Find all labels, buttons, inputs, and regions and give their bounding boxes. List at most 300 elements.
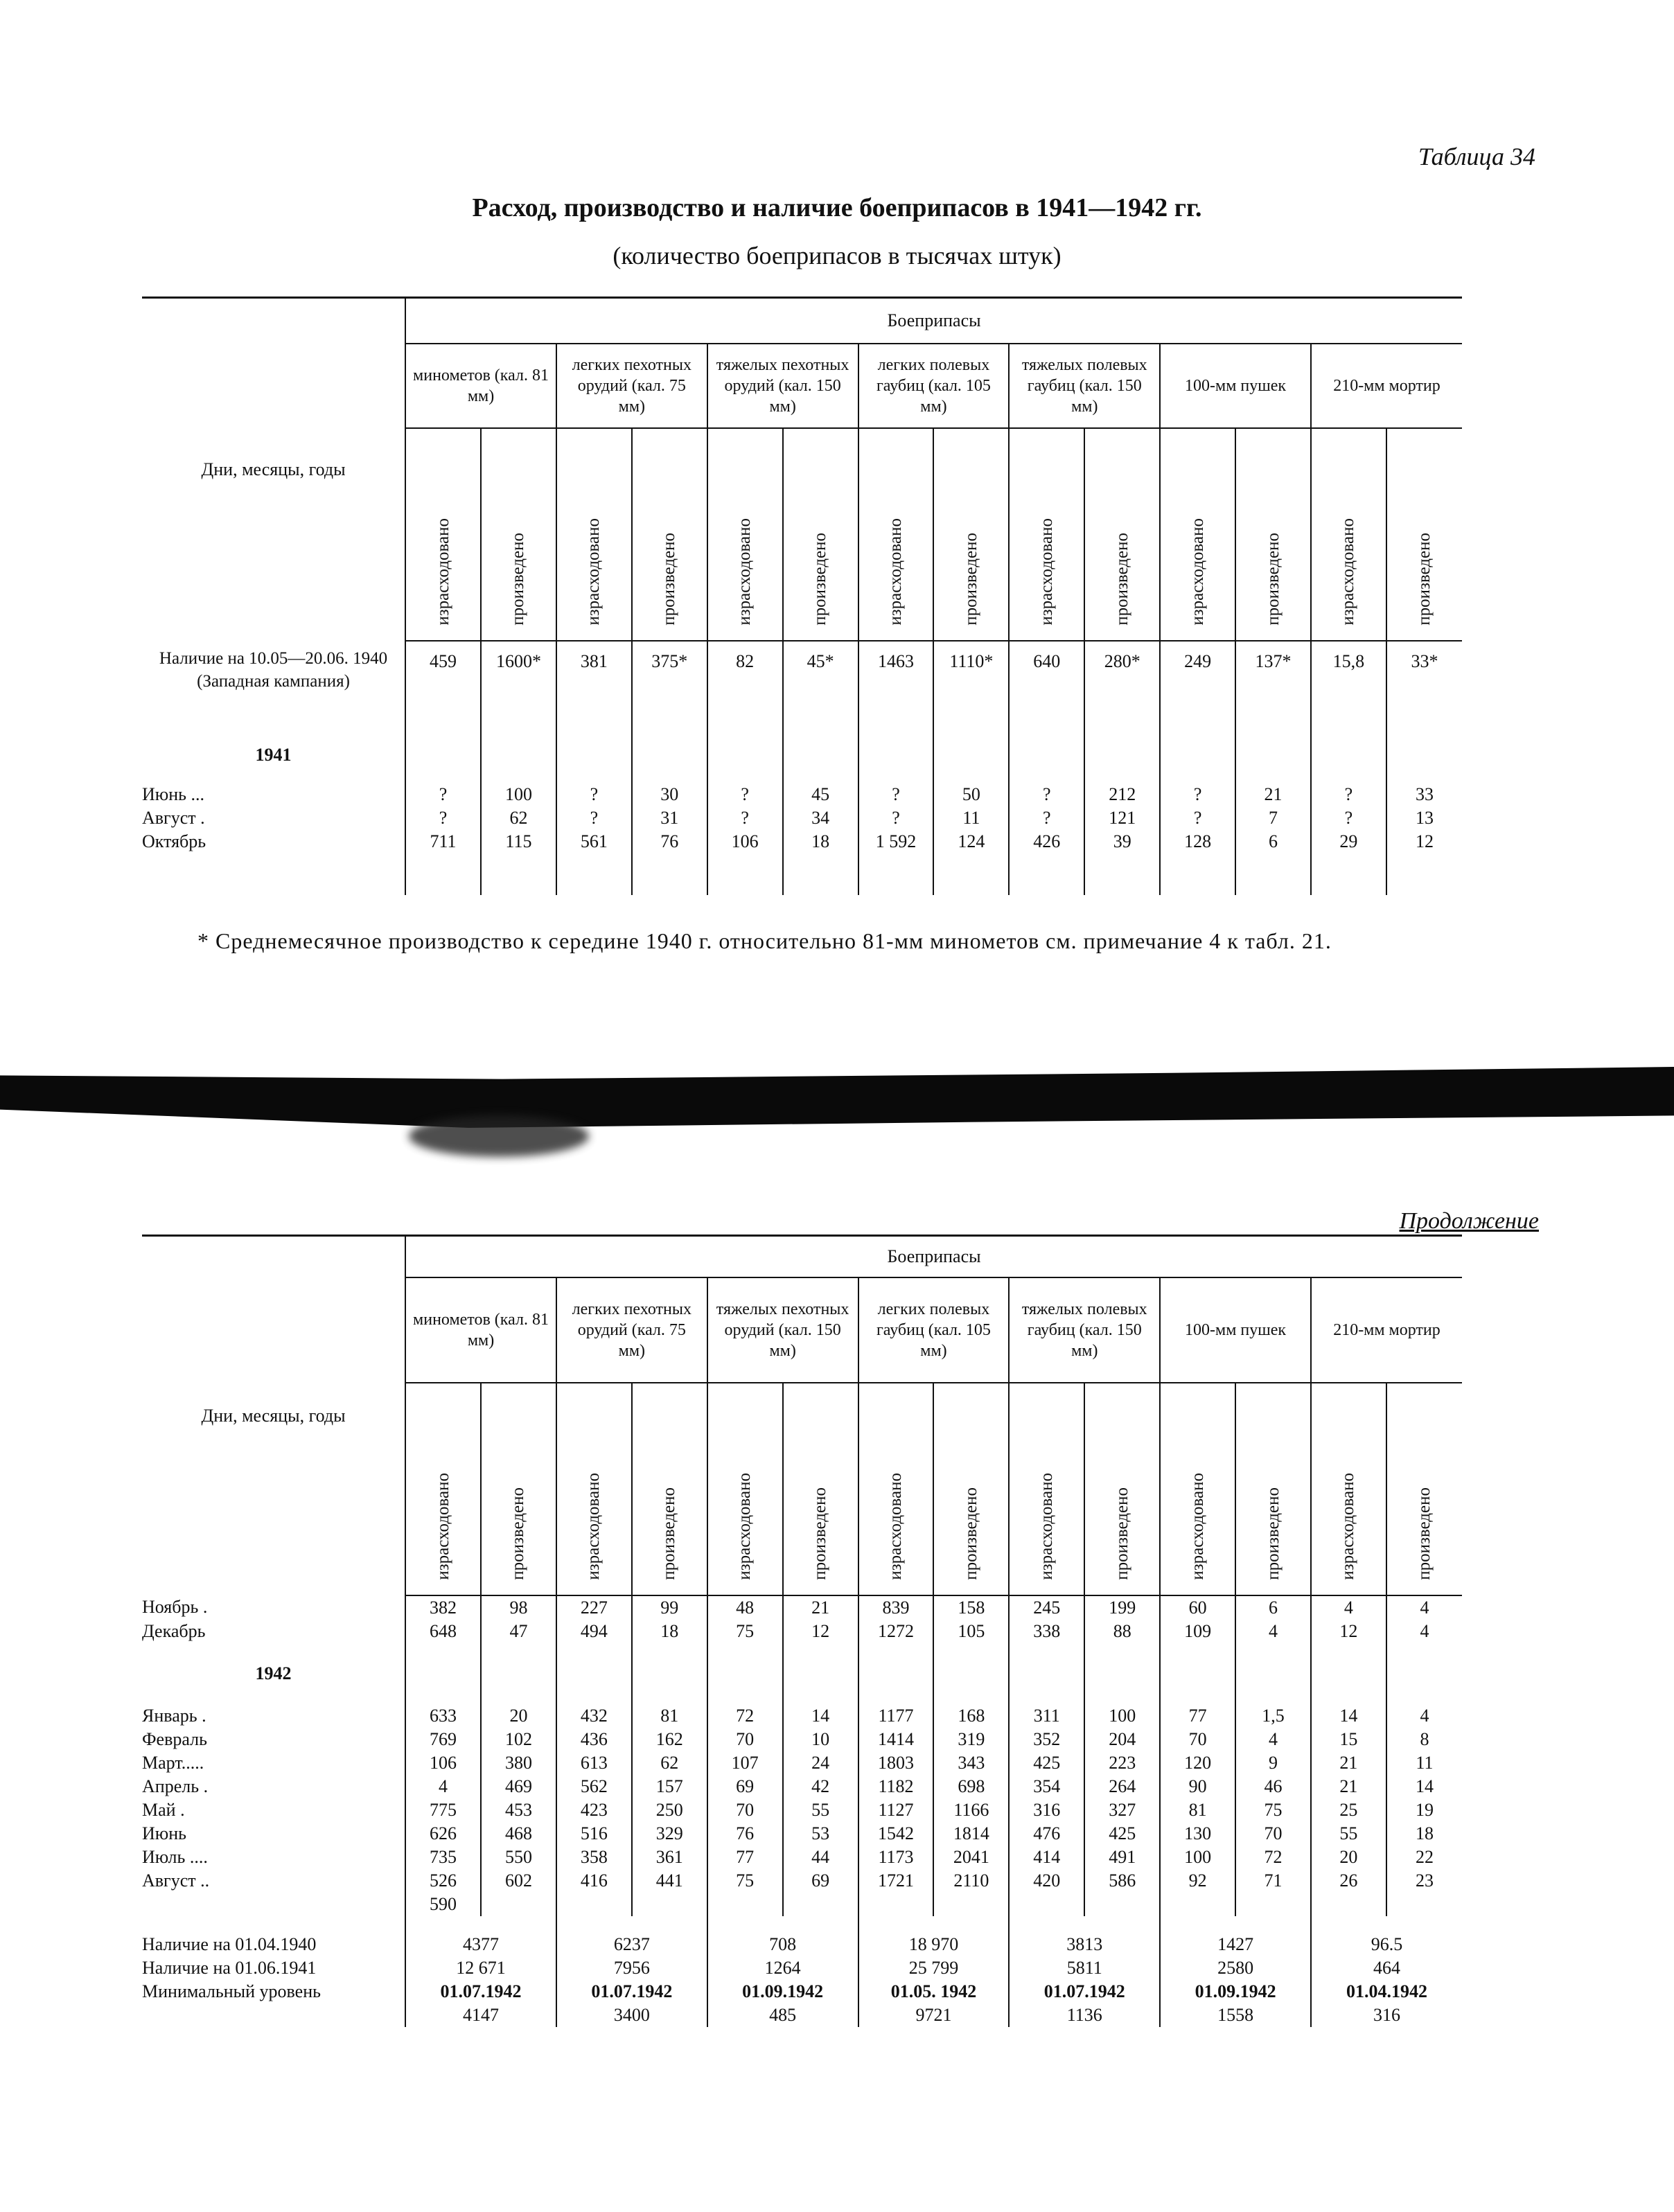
table-row	[142, 783, 1462, 806]
produced-subheader	[481, 428, 556, 641]
value-cell: 107	[707, 1751, 783, 1775]
value-cell: 602	[481, 1869, 556, 1893]
value-cell: 1177	[858, 1704, 934, 1728]
value-cell: ?	[858, 783, 934, 806]
value-cell: 1,5	[1235, 1704, 1311, 1728]
value-cell: 9	[1235, 1751, 1311, 1775]
row-label: Июль ....	[142, 1847, 208, 1867]
scan-smudge	[409, 1115, 589, 1157]
value-cell: 1721	[858, 1869, 934, 1893]
table-row	[142, 1728, 1462, 1751]
value-cell: 76	[632, 830, 707, 853]
summary-cell: 01.05. 1942	[858, 1980, 1010, 2003]
value-cell: 75	[1235, 1798, 1311, 1822]
empty-cell	[1009, 1893, 1084, 1916]
value-cell: 698	[933, 1775, 1009, 1798]
value-cell: 249	[1160, 641, 1235, 727]
value-cell: 100	[481, 783, 556, 806]
value-cell: 70	[1160, 1728, 1235, 1751]
value-cell: 4	[1386, 1620, 1462, 1643]
value-cell: 120	[1160, 1751, 1235, 1775]
value-cell: ?	[858, 806, 934, 830]
table-number: Таблица 34	[1418, 143, 1535, 170]
summary-cell: 1558	[1160, 2003, 1311, 2027]
subheader-text: произведено	[660, 1487, 679, 1580]
value-cell: 223	[1084, 1751, 1160, 1775]
value-cell: 55	[783, 1798, 858, 1822]
spent-subheader	[556, 428, 632, 641]
produced-subheader	[632, 428, 707, 641]
value-cell: 13	[1386, 806, 1462, 830]
value-cell: 338	[1009, 1620, 1084, 1643]
empty-cell	[707, 1643, 783, 1704]
summary-cell: 1136	[1009, 2003, 1160, 2027]
subheader-text: израсходовано	[1339, 1473, 1358, 1580]
summary-cell: 316	[1311, 2003, 1462, 2027]
value-cell: 90	[1160, 1775, 1235, 1798]
value-cell: 280*	[1084, 641, 1160, 727]
subheader-text: израсходовано	[1037, 518, 1056, 626]
value-cell: 47	[481, 1620, 556, 1643]
empty-cell	[1386, 1893, 1462, 1916]
empty-cell	[783, 1643, 858, 1704]
continuation-label: Продолжение	[1399, 1208, 1539, 1234]
value-cell: 245	[1009, 1595, 1084, 1620]
empty-cell	[933, 1643, 1009, 1704]
value-cell: 42	[783, 1775, 858, 1798]
subheader-text: произведено	[509, 1487, 528, 1580]
table-row	[142, 1798, 1462, 1822]
summary-cell: 01.04.1942	[1311, 1980, 1462, 2003]
empty-cell	[1009, 1643, 1084, 1704]
value-cell: 1166	[933, 1798, 1009, 1822]
value-cell: 327	[1084, 1798, 1160, 1822]
empty-cell	[1009, 727, 1084, 783]
value-cell: ?	[1311, 783, 1386, 806]
subheader-text: произведено	[1112, 1487, 1131, 1580]
summary-label	[142, 2003, 405, 2027]
summary-cell: 25 799	[858, 1956, 1010, 1980]
footnote: * Среднемесячное производство к середине 1940 г. относительно 81-мм минометов см. примечание 4 к табл. 21.	[197, 928, 1332, 953]
summary-cell: 12 671	[405, 1956, 556, 1980]
scan-dark-band	[0, 1067, 1674, 1128]
summary-cell: 01.09.1942	[1160, 1980, 1311, 2003]
category-header: минометов (кал. 81 мм)	[405, 1277, 556, 1383]
value-cell: 45*	[783, 641, 858, 727]
empty-cell	[858, 727, 934, 783]
value-cell: 469	[481, 1775, 556, 1798]
subheader-text: израсходовано	[1188, 1473, 1207, 1580]
summary-cell: 1264	[707, 1956, 858, 1980]
category-header: 210-мм мортир	[1311, 344, 1462, 428]
value-cell: 1463	[858, 641, 934, 727]
value-cell: 20	[481, 1704, 556, 1728]
empty-cell	[481, 727, 556, 783]
value-cell: 29	[1311, 830, 1386, 853]
spent-subheader	[1160, 1383, 1235, 1595]
value-cell: 92	[1160, 1869, 1235, 1893]
produced-subheader	[1386, 428, 1462, 641]
spacer-row	[142, 1643, 1462, 1704]
summary-cell: 01.07.1942	[1009, 1980, 1160, 2003]
value-cell: 352	[1009, 1728, 1084, 1751]
value-cell: 106	[405, 1751, 481, 1775]
subheader-text: израсходовано	[886, 518, 905, 626]
subheader-text: израсходовано	[1339, 518, 1358, 626]
table-row	[142, 1846, 1462, 1869]
value-cell: 121	[1084, 806, 1160, 830]
value-cell: 70	[707, 1728, 783, 1751]
value-cell: 128	[1160, 830, 1235, 853]
summary-cell: 7956	[556, 1956, 707, 1980]
value-cell: 319	[933, 1728, 1009, 1751]
value-cell: 34	[783, 806, 858, 830]
spent-subheader	[1009, 428, 1084, 641]
value-cell: 77	[1160, 1704, 1235, 1728]
value-cell: 1803	[858, 1751, 934, 1775]
summary-row	[142, 1916, 1462, 1956]
row-header: Дни, месяцы, годы	[142, 1236, 405, 1596]
summary-label: Наличие на 01.04.1940	[142, 1934, 317, 1954]
subheader-text: израсходовано	[886, 1473, 905, 1580]
value-cell: 648	[405, 1620, 481, 1643]
value-cell: 105	[933, 1620, 1009, 1643]
value-cell: 72	[1235, 1846, 1311, 1869]
row-label: Февраль	[142, 1729, 207, 1749]
value-cell: 204	[1084, 1728, 1160, 1751]
empty-cell	[1084, 853, 1160, 895]
row-label: Август .	[142, 808, 205, 828]
year-label-1941: 1941	[255, 745, 292, 765]
ammo-table-part2	[142, 1235, 1462, 2027]
value-cell: 75	[707, 1869, 783, 1893]
value-cell: 75	[707, 1620, 783, 1643]
empty-cell	[783, 727, 858, 783]
row-label: Апрель .	[142, 1776, 209, 1796]
value-cell: 39	[1084, 830, 1160, 853]
value-cell: 1 592	[858, 830, 934, 853]
summary-cell: 01.07.1942	[556, 1980, 707, 2003]
empty-cell	[1386, 727, 1462, 783]
row-label: Декабрь	[142, 1621, 206, 1641]
empty-cell	[933, 1893, 1009, 1916]
value-cell: 168	[933, 1704, 1009, 1728]
empty-cell	[707, 1893, 783, 1916]
subheader-text: произведено	[1263, 533, 1283, 626]
summary-cell: 4147	[405, 2003, 556, 2027]
value-cell: 316	[1009, 1798, 1084, 1822]
value-cell: 71	[1235, 1869, 1311, 1893]
category-header: легких пехотных орудий (кал. 75 мм)	[556, 1277, 707, 1383]
value-cell: 130	[1160, 1822, 1235, 1846]
table-row	[142, 1595, 1462, 1620]
value-cell: 48	[707, 1595, 783, 1620]
empty-cell	[405, 853, 481, 895]
value-cell: 416	[556, 1869, 632, 1893]
value-cell: 162	[632, 1728, 707, 1751]
empty-cell	[1311, 1893, 1386, 1916]
category-header: легких пехотных орудий (кал. 75 мм)	[556, 344, 707, 428]
value-cell: 25	[1311, 1798, 1386, 1822]
empty-cell	[481, 1643, 556, 1704]
category-header: 100-мм пушек	[1160, 344, 1311, 428]
summary-cell: 485	[707, 2003, 858, 2027]
subheader-text: произведено	[509, 533, 528, 626]
value-cell: 81	[632, 1704, 707, 1728]
value-cell: 380	[481, 1751, 556, 1775]
value-cell: 14	[783, 1704, 858, 1728]
value-cell: 100	[1084, 1704, 1160, 1728]
empty-cell	[481, 1893, 556, 1916]
table-title: Расход, производство и наличие боеприпасов в 1941—1942 гг.	[472, 193, 1202, 222]
empty-cell	[481, 853, 556, 895]
value-cell: 381	[556, 641, 632, 727]
table-row	[142, 1704, 1462, 1728]
empty-cell	[1235, 727, 1311, 783]
value-cell: 18	[632, 1620, 707, 1643]
table-row	[142, 1620, 1462, 1643]
value-cell: ?	[556, 783, 632, 806]
empty-cell	[632, 853, 707, 895]
subheader-text: израсходовано	[1188, 518, 1207, 626]
produced-subheader	[783, 1383, 858, 1595]
subheader-text: произведено	[660, 533, 679, 626]
value-cell: 69	[707, 1775, 783, 1798]
empty-cell	[142, 1893, 405, 1916]
value-cell: 1272	[858, 1620, 934, 1643]
value-cell: 14	[1386, 1775, 1462, 1798]
produced-subheader	[1235, 428, 1311, 641]
empty-cell	[142, 853, 405, 895]
row-label: Январь .	[142, 1706, 206, 1726]
summary-cell: 3400	[556, 2003, 707, 2027]
empty-cell	[1009, 853, 1084, 895]
row-label: Август ..	[142, 1870, 210, 1891]
produced-subheader	[933, 428, 1009, 641]
value-cell: 626	[405, 1822, 481, 1846]
value-cell: 69	[783, 1869, 858, 1893]
subheader-text: израсходовано	[584, 518, 603, 626]
value-cell: 526	[405, 1869, 481, 1893]
extra-value-cell: 590	[405, 1893, 481, 1916]
empty-cell	[858, 1893, 934, 1916]
value-cell: 18	[783, 830, 858, 853]
value-cell: 4	[1386, 1595, 1462, 1620]
value-cell: 53	[783, 1822, 858, 1846]
value-cell: 2041	[933, 1846, 1009, 1869]
value-cell: 769	[405, 1728, 481, 1751]
value-cell: ?	[1311, 806, 1386, 830]
value-cell: 6	[1235, 1595, 1311, 1620]
category-header: легких полевых гаубиц (кал. 105 мм)	[858, 344, 1010, 428]
summary-cell: 5811	[1009, 1956, 1160, 1980]
category-header: 100-мм пушек	[1160, 1277, 1311, 1383]
summary-cell: 1427	[1160, 1916, 1311, 1956]
summary-label: Минимальный уровень	[142, 1981, 321, 2001]
spent-subheader	[858, 428, 934, 641]
spent-subheader	[858, 1383, 934, 1595]
value-cell: 264	[1084, 1775, 1160, 1798]
value-cell: 562	[556, 1775, 632, 1798]
value-cell: 18	[1386, 1822, 1462, 1846]
value-cell: 382	[405, 1595, 481, 1620]
value-cell: 109	[1160, 1620, 1235, 1643]
value-cell: 199	[1084, 1595, 1160, 1620]
empty-cell	[1084, 727, 1160, 783]
value-cell: 354	[1009, 1775, 1084, 1798]
group-header: Боеприпасы	[405, 1236, 1462, 1278]
value-cell: ?	[405, 783, 481, 806]
subheader-text: израсходовано	[433, 518, 452, 626]
value-cell: 1600*	[481, 641, 556, 727]
empty-cell	[783, 853, 858, 895]
row-label: Октябрь	[142, 831, 206, 851]
year-label-1942: 1942	[255, 1663, 292, 1683]
value-cell: 839	[858, 1595, 934, 1620]
value-cell: 157	[632, 1775, 707, 1798]
value-cell: 124	[933, 830, 1009, 853]
value-cell: 561	[556, 830, 632, 853]
value-cell: 361	[632, 1846, 707, 1869]
table-subtitle: (количество боеприпасов в тысячах штук)	[613, 242, 1061, 269]
empty-cell	[405, 727, 481, 783]
value-cell: ?	[707, 806, 783, 830]
subheader-text: произведено	[1112, 533, 1131, 626]
produced-subheader	[783, 428, 858, 641]
spent-subheader	[1311, 1383, 1386, 1595]
value-cell: 50	[933, 783, 1009, 806]
empty-cell	[1235, 1893, 1311, 1916]
value-cell: 329	[632, 1822, 707, 1846]
empty-cell	[556, 727, 632, 783]
spent-subheader	[405, 428, 481, 641]
value-cell: ?	[707, 783, 783, 806]
value-cell: 62	[632, 1751, 707, 1775]
table-row	[142, 1822, 1462, 1846]
value-cell: 358	[556, 1846, 632, 1869]
value-cell: 81	[1160, 1798, 1235, 1822]
table-row	[142, 830, 1462, 853]
empty-cell	[933, 727, 1009, 783]
value-cell: 453	[481, 1798, 556, 1822]
value-cell: 4	[1311, 1595, 1386, 1620]
value-cell: 106	[707, 830, 783, 853]
summary-cell: 3813	[1009, 1916, 1160, 1956]
value-cell: 45	[783, 783, 858, 806]
subheader-text: израсходовано	[735, 1473, 755, 1580]
table-row	[142, 1893, 1462, 1916]
empty-cell	[1311, 1643, 1386, 1704]
empty-cell	[1235, 1643, 1311, 1704]
value-cell: 1542	[858, 1822, 934, 1846]
value-cell: 76	[707, 1822, 783, 1846]
value-cell: 550	[481, 1846, 556, 1869]
value-cell: 425	[1084, 1822, 1160, 1846]
value-cell: ?	[1009, 806, 1084, 830]
category-header: легких полевых гаубиц (кал. 105 мм)	[858, 1277, 1010, 1383]
empty-cell	[1311, 853, 1386, 895]
summary-cell: 01.09.1942	[707, 1980, 858, 2003]
value-cell: 1414	[858, 1728, 934, 1751]
empty-cell	[1160, 1643, 1235, 1704]
value-cell: 88	[1084, 1620, 1160, 1643]
category-header: тяжелых полевых гаубиц (кал. 150 мм)	[1009, 344, 1160, 428]
empty-cell	[1160, 727, 1235, 783]
value-cell: 2110	[933, 1869, 1009, 1893]
empty-cell	[707, 853, 783, 895]
empty-cell	[858, 853, 934, 895]
empty-cell	[1084, 1643, 1160, 1704]
value-cell: 115	[481, 830, 556, 853]
value-cell: 15	[1311, 1728, 1386, 1751]
value-cell: 476	[1009, 1822, 1084, 1846]
value-cell: 468	[481, 1822, 556, 1846]
subheader-text: произведено	[811, 533, 830, 626]
subheader-text: произведено	[961, 533, 980, 626]
value-cell: 4	[405, 1775, 481, 1798]
empty-cell	[1386, 1643, 1462, 1704]
value-cell: 20	[1311, 1846, 1386, 1869]
value-cell: 375*	[632, 641, 707, 727]
value-cell: 19	[1386, 1798, 1462, 1822]
value-cell: 586	[1084, 1869, 1160, 1893]
value-cell: 12	[1386, 830, 1462, 853]
row-label: Март.....	[142, 1753, 204, 1773]
table-row	[142, 1751, 1462, 1775]
value-cell: 343	[933, 1751, 1009, 1775]
spent-subheader	[707, 1383, 783, 1595]
table-row	[142, 1775, 1462, 1798]
value-cell: 11	[933, 806, 1009, 830]
empty-cell	[632, 1893, 707, 1916]
empty-cell	[556, 1643, 632, 1704]
summary-cell: 708	[707, 1916, 858, 1956]
summary-row	[142, 1980, 1462, 2003]
value-cell: 425	[1009, 1751, 1084, 1775]
value-cell: 491	[1084, 1846, 1160, 1869]
subheader-text: израсходовано	[735, 518, 755, 626]
summary-cell: 464	[1311, 1956, 1462, 1980]
value-cell: 494	[556, 1620, 632, 1643]
summary-cell: 9721	[858, 2003, 1010, 2027]
value-cell: 70	[1235, 1822, 1311, 1846]
produced-subheader	[933, 1383, 1009, 1595]
table-row	[142, 806, 1462, 830]
value-cell: 31	[632, 806, 707, 830]
summary-cell: 4377	[405, 1916, 556, 1956]
value-cell: 24	[783, 1751, 858, 1775]
value-cell: 420	[1009, 1869, 1084, 1893]
value-cell: 137*	[1235, 641, 1311, 727]
value-cell: 44	[783, 1846, 858, 1869]
value-cell: 6	[1235, 830, 1311, 853]
empty-cell	[1160, 853, 1235, 895]
empty-cell	[1160, 1893, 1235, 1916]
value-cell: 441	[632, 1869, 707, 1893]
produced-subheader	[1386, 1383, 1462, 1595]
value-cell: 98	[481, 1595, 556, 1620]
summary-cell: 6237	[556, 1916, 707, 1956]
value-cell: 23	[1386, 1869, 1462, 1893]
value-cell: 432	[556, 1704, 632, 1728]
value-cell: 158	[933, 1595, 1009, 1620]
row-label: Июнь	[142, 1823, 186, 1843]
value-cell: 46	[1235, 1775, 1311, 1798]
produced-subheader	[632, 1383, 707, 1595]
value-cell: 30	[632, 783, 707, 806]
value-cell: 15,8	[1311, 641, 1386, 727]
value-cell: 4	[1386, 1704, 1462, 1728]
